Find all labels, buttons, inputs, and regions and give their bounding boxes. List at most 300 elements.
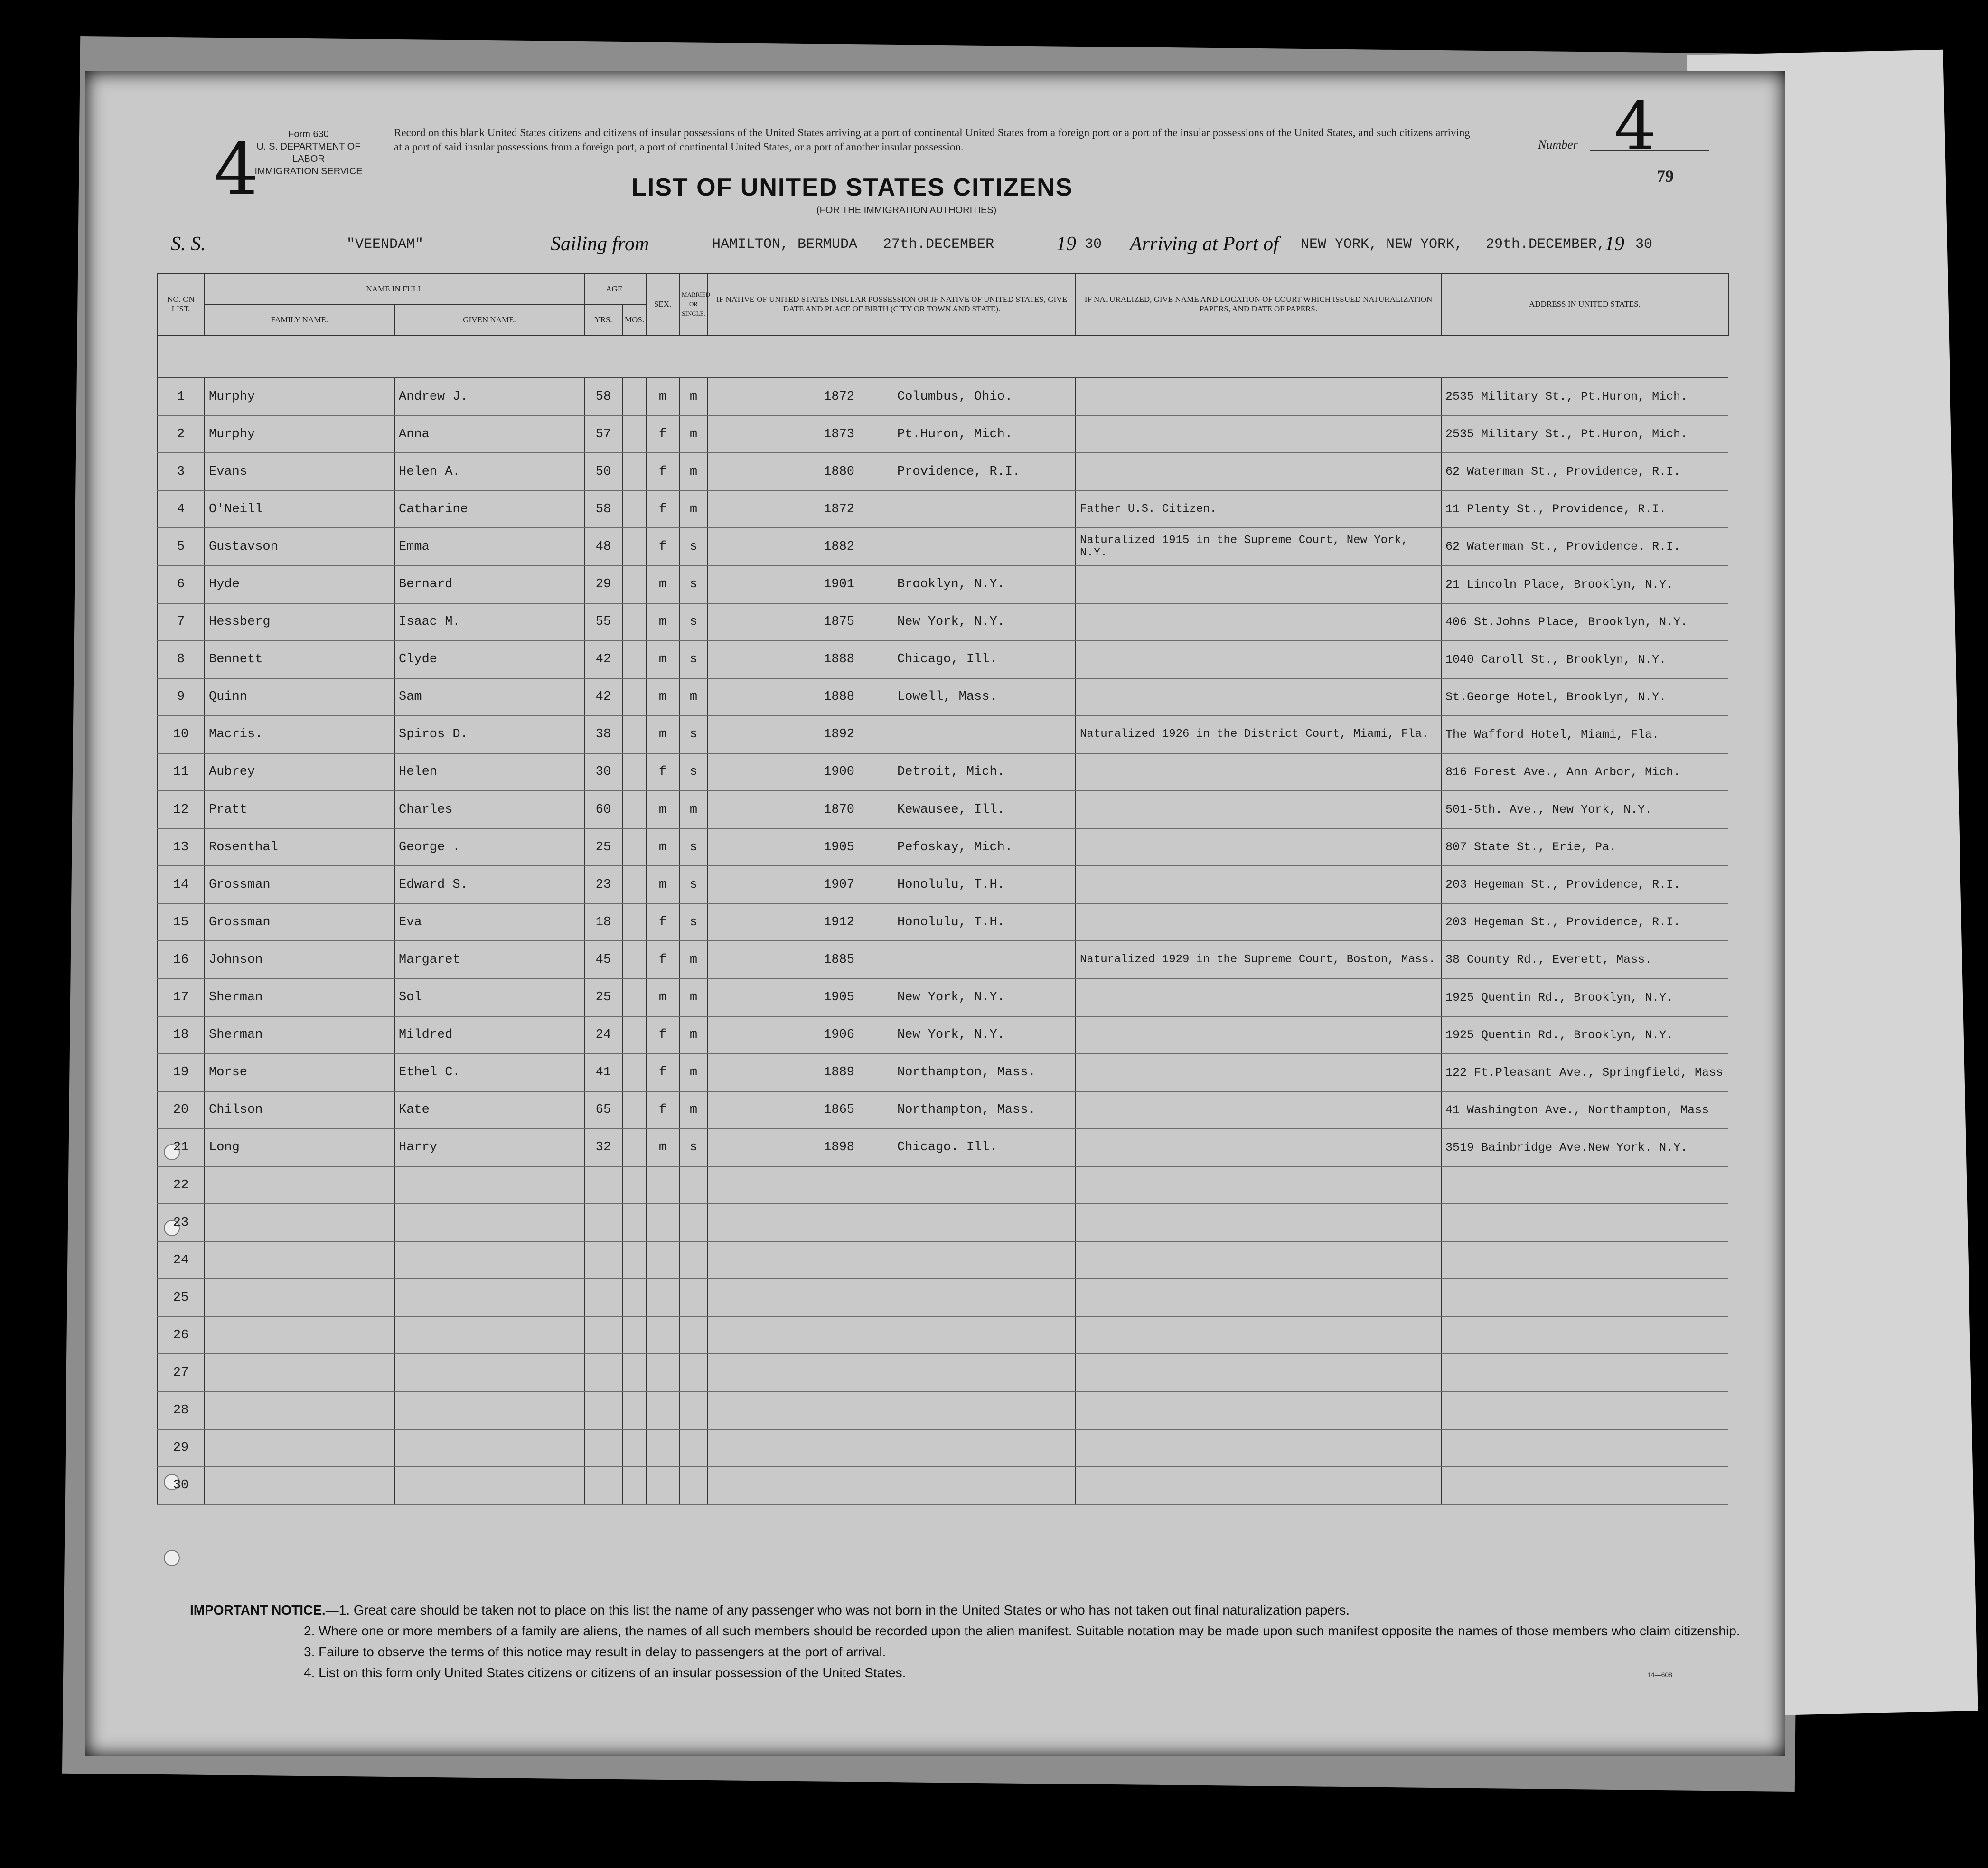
col-age-group: AGE.	[584, 273, 646, 304]
cell-yrs: 50	[584, 453, 622, 490]
cell-sex: f	[646, 1054, 679, 1091]
cell-family	[205, 1279, 394, 1316]
cell-mos	[622, 1241, 646, 1279]
cell-given: Ethel C.	[394, 1054, 584, 1091]
col-birth: IF NATIVE OF UNITED STATES INSULAR POSSESSION OR IF NATIVE OF UNITED STATES, GIVE DATE AND PLACE OF BIRTH (CITY OR TOWN AND STATE).	[708, 273, 1076, 335]
cell-nat	[1076, 641, 1441, 678]
cell-nat	[1076, 565, 1441, 603]
cell-yrs: 57	[584, 415, 622, 453]
cell-family: Macris.	[205, 716, 394, 753]
cell-family: Sherman	[205, 979, 394, 1016]
cell-family: Pratt	[205, 791, 394, 828]
cell-sex: m	[646, 791, 679, 828]
cell-family: Grossman	[205, 903, 394, 941]
cell-address	[1441, 1316, 1728, 1354]
table-row	[157, 1054, 1728, 1091]
cell-sex: f	[646, 1091, 679, 1129]
cell-no: 27	[157, 1354, 205, 1391]
cell-family	[205, 1241, 394, 1279]
cell-birth	[708, 828, 1076, 866]
cell-birth	[708, 1204, 1076, 1241]
cell-nat	[1076, 828, 1441, 866]
cell-address: 62 Waterman St., Providence. R.I.	[1441, 528, 1728, 565]
cell-yrs	[584, 1467, 622, 1504]
cell-nat	[1076, 1016, 1441, 1054]
col-sex: SEX.	[646, 273, 679, 335]
cell-birth	[708, 903, 1076, 941]
cell-nat	[1076, 1354, 1441, 1391]
birth-place: Brooklyn, N.Y.	[897, 577, 1005, 592]
table-row	[157, 1204, 1728, 1241]
cell-ms: s	[679, 716, 708, 753]
cell-ms: s	[679, 866, 708, 903]
cell-no: 22	[157, 1166, 205, 1204]
citizens-table	[157, 273, 1729, 1505]
cell-birth	[708, 528, 1076, 565]
cell-ms: m	[679, 1054, 708, 1091]
cell-family: Long	[205, 1129, 394, 1166]
page-title: LIST OF UNITED STATES CITIZENS	[631, 174, 1073, 201]
cell-given	[394, 1429, 584, 1467]
cell-address	[1441, 1392, 1728, 1429]
cell-mos	[622, 1129, 646, 1166]
cell-sex: m	[646, 979, 679, 1016]
cell-no: 30	[157, 1467, 205, 1504]
cell-birth	[708, 1241, 1076, 1279]
cell-nat	[1076, 1467, 1441, 1504]
cell-birth	[708, 490, 1076, 528]
birth-year: 1900	[824, 765, 855, 779]
cell-family	[205, 1166, 394, 1204]
cell-mos	[622, 1016, 646, 1054]
cell-sex: f	[646, 1016, 679, 1054]
cell-family: Gustavson	[205, 528, 394, 565]
cell-yrs	[584, 1429, 622, 1467]
cell-mos	[622, 716, 646, 753]
cell-birth	[708, 1016, 1076, 1054]
arrival-year-prefix: 19	[1604, 233, 1624, 255]
table-row	[157, 1392, 1728, 1429]
cell-nat	[1076, 1129, 1441, 1166]
cell-given: Bernard	[394, 565, 584, 603]
cell-ms	[679, 1392, 708, 1429]
cell-mos	[622, 453, 646, 490]
cell-no: 23	[157, 1204, 205, 1241]
cell-address: 501-5th. Ave., New York, N.Y.	[1441, 791, 1728, 828]
cell-given	[394, 1166, 584, 1204]
cell-address: 406 St.Johns Place, Brooklyn, N.Y.	[1441, 603, 1728, 641]
cell-no: 20	[157, 1091, 205, 1129]
cell-yrs: 25	[584, 828, 622, 866]
page-subtitle: (FOR THE IMMIGRATION AUTHORITIES)	[816, 205, 997, 216]
header-row	[157, 273, 1728, 304]
cell-birth	[708, 603, 1076, 641]
col-mos: MOS.	[622, 304, 646, 335]
cell-no: 29	[157, 1429, 205, 1467]
cell-family: Evans	[205, 453, 394, 490]
cell-ms: s	[679, 1129, 708, 1166]
cell-yrs: 45	[584, 941, 622, 978]
cell-sex	[646, 1429, 679, 1467]
sail-year-prefix: 19	[1056, 233, 1076, 255]
cell-address	[1441, 1204, 1728, 1241]
cell-family	[205, 1429, 394, 1467]
table-row	[157, 828, 1728, 866]
col-address: ADDRESS IN UNITED STATES.	[1441, 273, 1728, 335]
cell-no: 24	[157, 1241, 205, 1279]
cell-given: Andrew J.	[394, 378, 584, 415]
cell-given	[394, 1354, 584, 1391]
cell-given: Spiros D.	[394, 716, 584, 753]
cell-sex: f	[646, 415, 679, 453]
cell-given: George .	[394, 828, 584, 866]
cell-nat	[1076, 603, 1441, 641]
birth-year: 1872	[824, 389, 855, 404]
birth-place: Detroit, Mich.	[897, 765, 1005, 779]
cell-birth	[708, 1354, 1076, 1391]
cell-nat	[1076, 979, 1441, 1016]
cell-family: Johnson	[205, 941, 394, 978]
cell-nat	[1076, 1054, 1441, 1091]
cell-nat	[1076, 903, 1441, 941]
cell-birth	[708, 1392, 1076, 1429]
cell-nat	[1076, 453, 1441, 490]
cell-nat	[1076, 1392, 1441, 1429]
table-row	[157, 1316, 1728, 1354]
cell-sex	[646, 1279, 679, 1316]
cell-no: 8	[157, 641, 205, 678]
cell-no: 12	[157, 791, 205, 828]
table-row	[157, 1091, 1728, 1129]
sailing-label: Sailing from	[551, 233, 649, 255]
cell-mos	[622, 866, 646, 903]
table-row	[157, 979, 1728, 1016]
cell-family: O'Neill	[205, 490, 394, 528]
birth-year: 1882	[824, 539, 855, 554]
notice-item: 2. Where one or more members of a family are aliens, the names of all such members should be recorded upon the alien manifest. Suitable notation may be made upon such manifest opposite the names of those members who claim citizenship.	[304, 1624, 1740, 1638]
cell-ms: s	[679, 903, 708, 941]
cell-family	[205, 1316, 394, 1354]
cell-yrs: 25	[584, 979, 622, 1016]
cell-yrs: 48	[584, 528, 622, 565]
birth-year: 1875	[824, 615, 855, 629]
table-body	[157, 335, 1728, 1504]
birth-place: Kewausee, Ill.	[897, 802, 1005, 817]
table-row	[157, 641, 1728, 678]
cell-address: 38 County Rd., Everett, Mass.	[1441, 941, 1728, 978]
cell-ms	[679, 1316, 708, 1354]
cell-mos	[622, 1392, 646, 1429]
page-stamp: 79	[1657, 167, 1674, 186]
birth-place: Northampton, Mass.	[897, 1065, 1036, 1080]
cell-family: Hessberg	[205, 603, 394, 641]
cell-no: 16	[157, 941, 205, 978]
cell-address: The Wafford Hotel, Miami, Fla.	[1441, 716, 1728, 753]
cell-birth	[708, 791, 1076, 828]
cell-address: 2535 Military St., Pt.Huron, Mich.	[1441, 378, 1728, 415]
birth-year: 1905	[824, 990, 855, 1005]
cell-address: 203 Hegeman St., Providence, R.I.	[1441, 903, 1728, 941]
cell-ms: s	[679, 753, 708, 791]
cell-address: 122 Ft.Pleasant Ave., Springfield, Mass	[1441, 1054, 1728, 1091]
cell-ms: s	[679, 641, 708, 678]
birth-year: 1888	[824, 690, 855, 704]
cell-ms: m	[679, 453, 708, 490]
cell-mos	[622, 903, 646, 941]
cell-birth	[708, 979, 1076, 1016]
table-row	[157, 453, 1728, 490]
cell-family: Rosenthal	[205, 828, 394, 866]
cell-given	[394, 1467, 584, 1504]
cell-sex: f	[646, 453, 679, 490]
cell-no: 28	[157, 1392, 205, 1429]
cell-sex	[646, 1392, 679, 1429]
cell-family: Morse	[205, 1054, 394, 1091]
cell-mos	[622, 565, 646, 603]
binder-hole	[164, 1550, 180, 1566]
cell-family: Chilson	[205, 1091, 394, 1129]
cell-sex: m	[646, 378, 679, 415]
handwritten-corner-number: 4	[214, 128, 259, 211]
table-row	[157, 528, 1728, 565]
cell-given: Margaret	[394, 941, 584, 978]
cell-family	[205, 1392, 394, 1429]
cell-yrs	[584, 1316, 622, 1354]
notice-item: 3. Failure to observe the terms of this notice may result in delay to passengers at the port of arrival.	[304, 1644, 886, 1659]
cell-yrs: 24	[584, 1016, 622, 1054]
cell-sex	[646, 1354, 679, 1391]
cell-mos	[622, 1204, 646, 1241]
cell-yrs	[584, 1279, 622, 1316]
cell-yrs: 60	[584, 791, 622, 828]
cell-ms: m	[679, 979, 708, 1016]
cell-given: Isaac M.	[394, 603, 584, 641]
cell-sex: m	[646, 866, 679, 903]
cell-birth	[708, 1429, 1076, 1467]
cell-birth	[708, 1166, 1076, 1204]
col-yrs: YRS.	[584, 304, 622, 335]
form-number-block	[247, 128, 370, 178]
birth-year: 1888	[824, 652, 855, 667]
cell-ms	[679, 1279, 708, 1316]
cell-sex: m	[646, 716, 679, 753]
table-row	[157, 490, 1728, 528]
cell-mos	[622, 1166, 646, 1204]
cell-sex	[646, 1204, 679, 1241]
cell-family	[205, 1467, 394, 1504]
table-row	[157, 1129, 1728, 1166]
cell-birth	[708, 641, 1076, 678]
cell-yrs	[584, 1241, 622, 1279]
cell-mos	[622, 1316, 646, 1354]
cell-family	[205, 1204, 394, 1241]
cell-address: 21 Lincoln Place, Brooklyn, N.Y.	[1441, 565, 1728, 603]
cell-ms	[679, 1241, 708, 1279]
cell-no: 18	[157, 1016, 205, 1054]
birth-place: New York, N.Y.	[897, 990, 1005, 1005]
birth-place: Northampton, Mass.	[897, 1103, 1036, 1117]
col-given: GIVEN NAME.	[394, 304, 584, 335]
birth-place: Honolulu, T.H.	[897, 915, 1005, 929]
table-row	[157, 866, 1728, 903]
cell-mos	[622, 641, 646, 678]
cell-ms: s	[679, 528, 708, 565]
cell-nat	[1076, 753, 1441, 791]
cell-sex: f	[646, 753, 679, 791]
arriving-label: Arriving at Port of	[1130, 233, 1279, 255]
birth-place: Columbus, Ohio.	[897, 389, 1013, 404]
cell-nat	[1076, 866, 1441, 903]
cell-family: Sherman	[205, 1016, 394, 1054]
cell-nat: Father U.S. Citizen.	[1076, 490, 1441, 528]
cell-given: Kate	[394, 1091, 584, 1129]
cell-ms	[679, 1166, 708, 1204]
form-instructions: Record on this blank United States citizens and citizens of insular possessions of the United States arriving at a port of continental United States from a foreign port or a port of the insular possessions of the United States, and such citizens arriving at a port of said insular possessions from a foreign port, a port of continental United States, or a port of another insular possession.	[394, 127, 1470, 153]
table-row	[157, 1467, 1728, 1504]
cell-sex: m	[646, 678, 679, 716]
important-notice	[190, 1600, 1756, 1683]
cell-nat	[1076, 1429, 1441, 1467]
form-line: IMMIGRATION SERVICE	[254, 166, 363, 177]
cell-sex	[646, 1316, 679, 1354]
cell-yrs: 32	[584, 1129, 622, 1166]
cell-given: Helen	[394, 753, 584, 791]
cell-ms: s	[679, 603, 708, 641]
cell-nat: Naturalized 1926 in the District Court, Miami, Fla.	[1076, 716, 1441, 753]
cell-mos	[622, 1354, 646, 1391]
birth-year: 1898	[824, 1140, 855, 1155]
table-row	[157, 415, 1728, 453]
cell-no: 10	[157, 716, 205, 753]
sail-year: 30	[1085, 236, 1102, 253]
cell-no: 13	[157, 828, 205, 866]
cell-address	[1441, 1354, 1728, 1391]
birth-place: New York, N.Y.	[897, 615, 1005, 629]
cell-birth	[708, 1129, 1076, 1166]
cell-family: Grossman	[205, 866, 394, 903]
cell-sex: m	[646, 1129, 679, 1166]
cell-family: Murphy	[205, 415, 394, 453]
cell-mos	[622, 1467, 646, 1504]
birth-year: 1906	[824, 1028, 855, 1042]
handwritten-number: 4	[1614, 88, 1657, 165]
table-row	[157, 1166, 1728, 1204]
cell-birth	[708, 1091, 1076, 1129]
col-married: MARRIED OR SINGLE.	[679, 273, 708, 335]
notice-lead: IMPORTANT NOTICE.	[190, 1603, 326, 1617]
cell-given: Sol	[394, 979, 584, 1016]
cell-mos	[622, 378, 646, 415]
cell-sex: m	[646, 603, 679, 641]
table-row	[157, 603, 1728, 641]
table-row	[157, 791, 1728, 828]
cell-family: Bennett	[205, 641, 394, 678]
cell-birth	[708, 866, 1076, 903]
cell-given: Anna	[394, 415, 584, 453]
cell-yrs: 29	[584, 565, 622, 603]
birth-year: 1865	[824, 1103, 855, 1117]
cell-ms: m	[679, 415, 708, 453]
cell-address	[1441, 1279, 1728, 1316]
cell-given: Clyde	[394, 641, 584, 678]
birth-year: 1889	[824, 1065, 855, 1080]
table-row	[157, 1429, 1728, 1467]
table-row	[157, 941, 1728, 978]
table-row	[157, 753, 1728, 791]
cell-mos	[622, 528, 646, 565]
cell-yrs	[584, 1354, 622, 1391]
table-row	[157, 678, 1728, 716]
cell-family	[205, 1354, 394, 1391]
cell-sex	[646, 1467, 679, 1504]
cell-no: 5	[157, 528, 205, 565]
cell-family: Hyde	[205, 565, 394, 603]
table-row	[157, 1354, 1728, 1391]
table-row	[157, 565, 1728, 603]
cell-address: St.George Hotel, Brooklyn, N.Y.	[1441, 678, 1728, 716]
cell-sex: m	[646, 828, 679, 866]
table-row	[157, 378, 1728, 415]
cell-yrs: 30	[584, 753, 622, 791]
cell-given	[394, 1392, 584, 1429]
notice-item: 4. List on this form only United States citizens or citizens of an insular possession of the United States.	[304, 1665, 906, 1680]
cell-no: 15	[157, 903, 205, 941]
cell-yrs	[584, 1166, 622, 1204]
cell-birth	[708, 941, 1076, 978]
cell-mos	[622, 415, 646, 453]
cell-address: 41 Washington Ave., Northampton, Mass	[1441, 1091, 1728, 1129]
cell-given: Catharine	[394, 490, 584, 528]
cell-yrs: 58	[584, 490, 622, 528]
cell-ms: m	[679, 941, 708, 978]
number-label: Number	[1538, 138, 1578, 151]
cell-given: Charles	[394, 791, 584, 828]
cell-sex: f	[646, 528, 679, 565]
cell-ms: m	[679, 378, 708, 415]
cell-nat	[1076, 1241, 1441, 1279]
cell-yrs: 55	[584, 603, 622, 641]
cell-nat: Naturalized 1915 in the Supreme Court, New York, N.Y.	[1076, 528, 1441, 565]
spacer-row	[157, 335, 1728, 378]
cell-address	[1441, 1429, 1728, 1467]
cell-family: Quinn	[205, 678, 394, 716]
cell-mos	[622, 941, 646, 978]
cell-birth	[708, 716, 1076, 753]
col-family: FAMILY NAME.	[205, 304, 394, 335]
col-no: NO. ON LIST.	[157, 273, 205, 335]
cell-given: Sam	[394, 678, 584, 716]
cell-given: Emma	[394, 528, 584, 565]
cell-birth	[708, 1054, 1076, 1091]
birth-place: New York, N.Y.	[897, 1028, 1005, 1042]
cell-address: 3519 Bainbridge Ave.New York. N.Y.	[1441, 1129, 1728, 1166]
cell-birth	[708, 1467, 1076, 1504]
table-row	[157, 716, 1728, 753]
ss-label: S. S.	[171, 233, 206, 255]
cell-ms	[679, 1467, 708, 1504]
cell-given: Mildred	[394, 1016, 584, 1054]
cell-sex	[646, 1241, 679, 1279]
cell-sex: f	[646, 903, 679, 941]
table-row	[157, 903, 1728, 941]
birth-place: Honolulu, T.H.	[897, 877, 1005, 892]
cell-no: 9	[157, 678, 205, 716]
cell-birth	[708, 753, 1076, 791]
cell-given	[394, 1204, 584, 1241]
cell-birth	[708, 565, 1076, 603]
cell-sex: m	[646, 641, 679, 678]
birth-year: 1885	[824, 952, 855, 967]
